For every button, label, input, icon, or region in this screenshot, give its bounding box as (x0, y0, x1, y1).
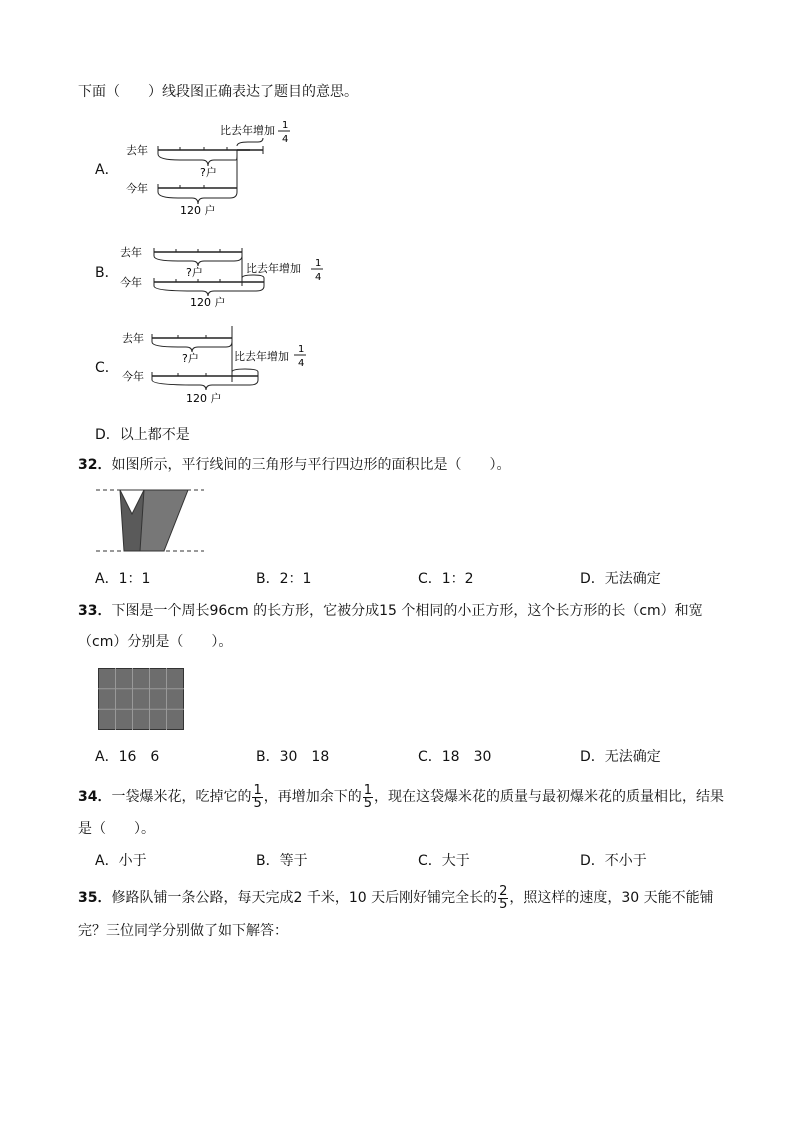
q32-option-c: C．1：2 (418, 571, 474, 587)
label-this-year: 今年 (122, 370, 144, 383)
label-unknown: ?户 (182, 352, 199, 365)
q34-stem-line2: 是（ ）。 (78, 821, 155, 837)
q34-option-d: D．不小于 (580, 853, 647, 869)
q34-option-b: B．等于 (256, 853, 308, 869)
q35-text-a: 修路队铺一条公路，每天完成2 千米，10 天后刚好铺完全长的 (111, 890, 498, 906)
q32-option-d: D．无法确定 (580, 571, 661, 587)
frac-num: 1 (298, 344, 305, 355)
q31-option-b-diagram (120, 238, 330, 312)
q34-text-a: 一袋爆米花，吃掉它的 (111, 789, 252, 805)
q34-fraction-2 (363, 782, 373, 811)
q33-stem-line1 (78, 601, 703, 621)
label-last-year: 去年 (126, 144, 148, 157)
frac-num: 1 (253, 782, 262, 798)
frac-num: 1 (363, 782, 373, 798)
frac-num: 2 (499, 883, 508, 899)
label-increase: 比去年增加 (246, 262, 301, 275)
q35-text-b: ，照这样的速度，30 天能不能铺 (509, 890, 714, 906)
frac-den: 4 (298, 358, 305, 369)
frac-num: 1 (282, 120, 289, 131)
label-total: 120 户 (190, 296, 226, 309)
q31-option-a-letter: A． (95, 162, 119, 178)
q33-option-b: B．30 18 (256, 749, 330, 765)
q34-text-c: ，现在这袋爆米花的质量与最初爆米花的质量相比，结果 (374, 789, 725, 805)
frac-den: 4 (315, 272, 322, 283)
label-unknown: ?户 (186, 266, 203, 279)
q34-text-b: ，再增加余下的 (263, 789, 362, 805)
frac-den: 5 (253, 795, 262, 811)
q33-stem-line2: （cm）分别是（ ）。 (78, 634, 233, 650)
label-increase: 比去年增加 (234, 350, 289, 363)
q34-fraction-1 (252, 782, 262, 811)
q32-option-a: A．1：1 (95, 571, 151, 587)
q34-number: 34． (78, 789, 112, 805)
q32-text: 如图所示，平行线间的三角形与平行四边形的面积比是（ ）。 (111, 457, 511, 473)
q32-option-b: B．2：1 (256, 571, 312, 587)
q35-stem-line2: 完？三位同学分别做了如下解答： (78, 923, 288, 939)
label-total: 120 户 (186, 392, 222, 405)
q32-figure (96, 484, 208, 558)
q33-option-c: C．18 30 (418, 749, 492, 765)
label-this-year: 今年 (120, 276, 142, 289)
q35-number: 35． (78, 890, 112, 906)
frac-den: 5 (499, 896, 508, 912)
label-unknown: ?户 (200, 166, 217, 179)
q33-number: 33． (78, 603, 112, 619)
q31-option-a-diagram (120, 116, 300, 220)
q32-number: 32． (78, 457, 112, 473)
label-last-year: 去年 (122, 332, 144, 345)
label-total: 120 户 (180, 204, 216, 217)
q31-stem: 下面（ ）线段图正确表达了题目的意思。 (78, 84, 358, 100)
q34-option-c: C．大于 (418, 853, 470, 869)
frac-num: 1 (315, 258, 322, 269)
frac-den: 5 (363, 795, 373, 811)
label-increase: 比去年增加 (220, 124, 275, 137)
q31-option-c-diagram (120, 322, 320, 408)
frac-den: 4 (282, 134, 289, 145)
q34-stem-line1 (78, 784, 724, 810)
q35-fraction (498, 883, 508, 912)
q33-text: 下图是一个周长96cm 的长方形，它被分成15 个相同的小正方形，这个长方形的长（cm）和宽 (111, 603, 703, 619)
label-last-year: 去年 (120, 246, 142, 259)
q34-option-a: A．小于 (95, 853, 147, 869)
q32-stem (78, 455, 510, 475)
q31-option-d: D．以上都不是 (95, 427, 190, 443)
label-this-year: 今年 (126, 182, 148, 195)
q33-rectangle-grid (98, 668, 184, 730)
q35-stem-line1 (78, 885, 714, 911)
q33-option-d: D．无法确定 (580, 749, 661, 765)
q31-option-b-letter: B． (95, 265, 119, 281)
q33-option-a: A．16 6 (95, 749, 160, 765)
q31-option-c-letter: C． (95, 360, 119, 376)
